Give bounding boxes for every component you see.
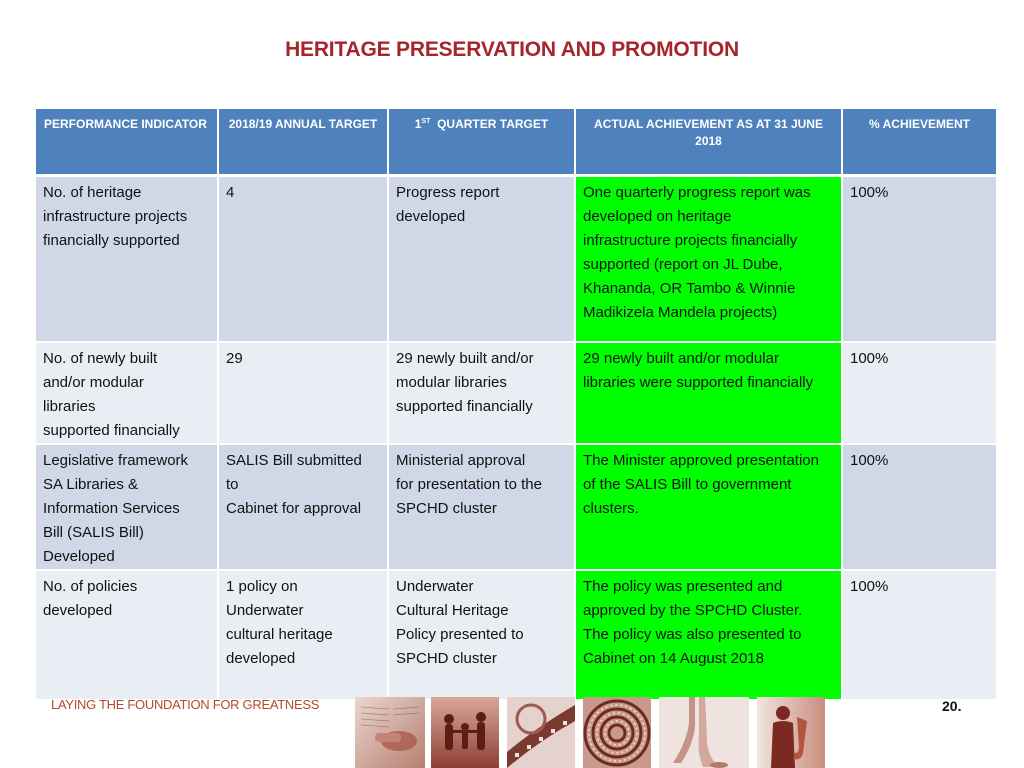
header-actual-achievement: ACTUAL ACHIEVEMENT AS AT 31 JUNE 2018 (575, 109, 842, 175)
cell-quarter-target: Progress report developed (388, 175, 575, 342)
cell-actual-achievement: The Minister approved presentation of the SALIS Bill to government clusters. (575, 444, 842, 570)
cell-indicator: No. of heritage infrastructure projects financially supported (36, 175, 218, 342)
header-percent-achievement: % ACHIEVEMENT (842, 109, 996, 175)
header-annual-target: 2018/19 ANNUAL TARGET (218, 109, 388, 175)
cell-quarter-target: 29 newly built and/or modular libraries supported financially (388, 342, 575, 444)
table-row (36, 570, 996, 699)
saxophone-player-photo (757, 697, 825, 768)
cell-annual-target: 4 (218, 175, 388, 342)
cell-percent: 100% (842, 444, 996, 570)
family-silhouette-photo (431, 697, 499, 768)
cell-actual-achievement: 29 newly built and/or modular libraries were supported financially (575, 342, 842, 444)
cell-annual-target: 1 policy on Underwater cultural heritage developed (218, 570, 388, 699)
footer-photo-strip (355, 697, 825, 768)
cell-annual-target: SALIS Bill submitted to Cabinet for approval (218, 444, 388, 570)
cell-percent: 100% (842, 570, 996, 699)
ballet-dancer-photo (659, 697, 749, 768)
table-row (36, 342, 996, 444)
table-header-row (36, 109, 996, 175)
page-number: 20. (942, 698, 962, 714)
footer-tagline: LAYING THE FOUNDATION FOR GREATNESS (51, 697, 320, 712)
woven-basket-photo (583, 697, 651, 768)
page-title: HERITAGE PRESERVATION AND PROMOTION (285, 38, 739, 61)
cell-percent: 100% (842, 342, 996, 444)
cell-indicator: No. of policies developed (36, 570, 218, 699)
cell-indicator: Legislative framework SA Libraries & Information Services Bill (SALIS Bill) Developed (36, 444, 218, 570)
book-reading-photo (355, 697, 425, 768)
film-reel-photo (507, 697, 575, 768)
cell-percent: 100% (842, 175, 996, 342)
header-quarter-target: 1ST QUARTER TARGET (388, 109, 575, 175)
table-row (36, 175, 996, 342)
cell-quarter-target: Underwater Cultural Heritage Policy presented to SPCHD cluster (388, 570, 575, 699)
header-performance-indicator: PERFORMANCE INDICATOR (36, 109, 218, 175)
cell-actual-achievement: One quarterly progress report was developed on heritage infrastructure projects financially supported (report on JL Dube, Khananda, OR Tambo & Winnie Madikizela Mandela projects) (575, 175, 842, 342)
performance-table (36, 109, 996, 699)
table-row (36, 444, 996, 570)
cell-actual-achievement: The policy was presented and approved by the SPCHD Cluster. The policy was also presented to Cabinet on 14 August 2018 (575, 570, 842, 699)
cell-indicator: No. of newly built and/or modular libraries supported financially (36, 342, 218, 444)
cell-annual-target: 29 (218, 342, 388, 444)
cell-quarter-target: Ministerial approval for presentation to the SPCHD cluster (388, 444, 575, 570)
